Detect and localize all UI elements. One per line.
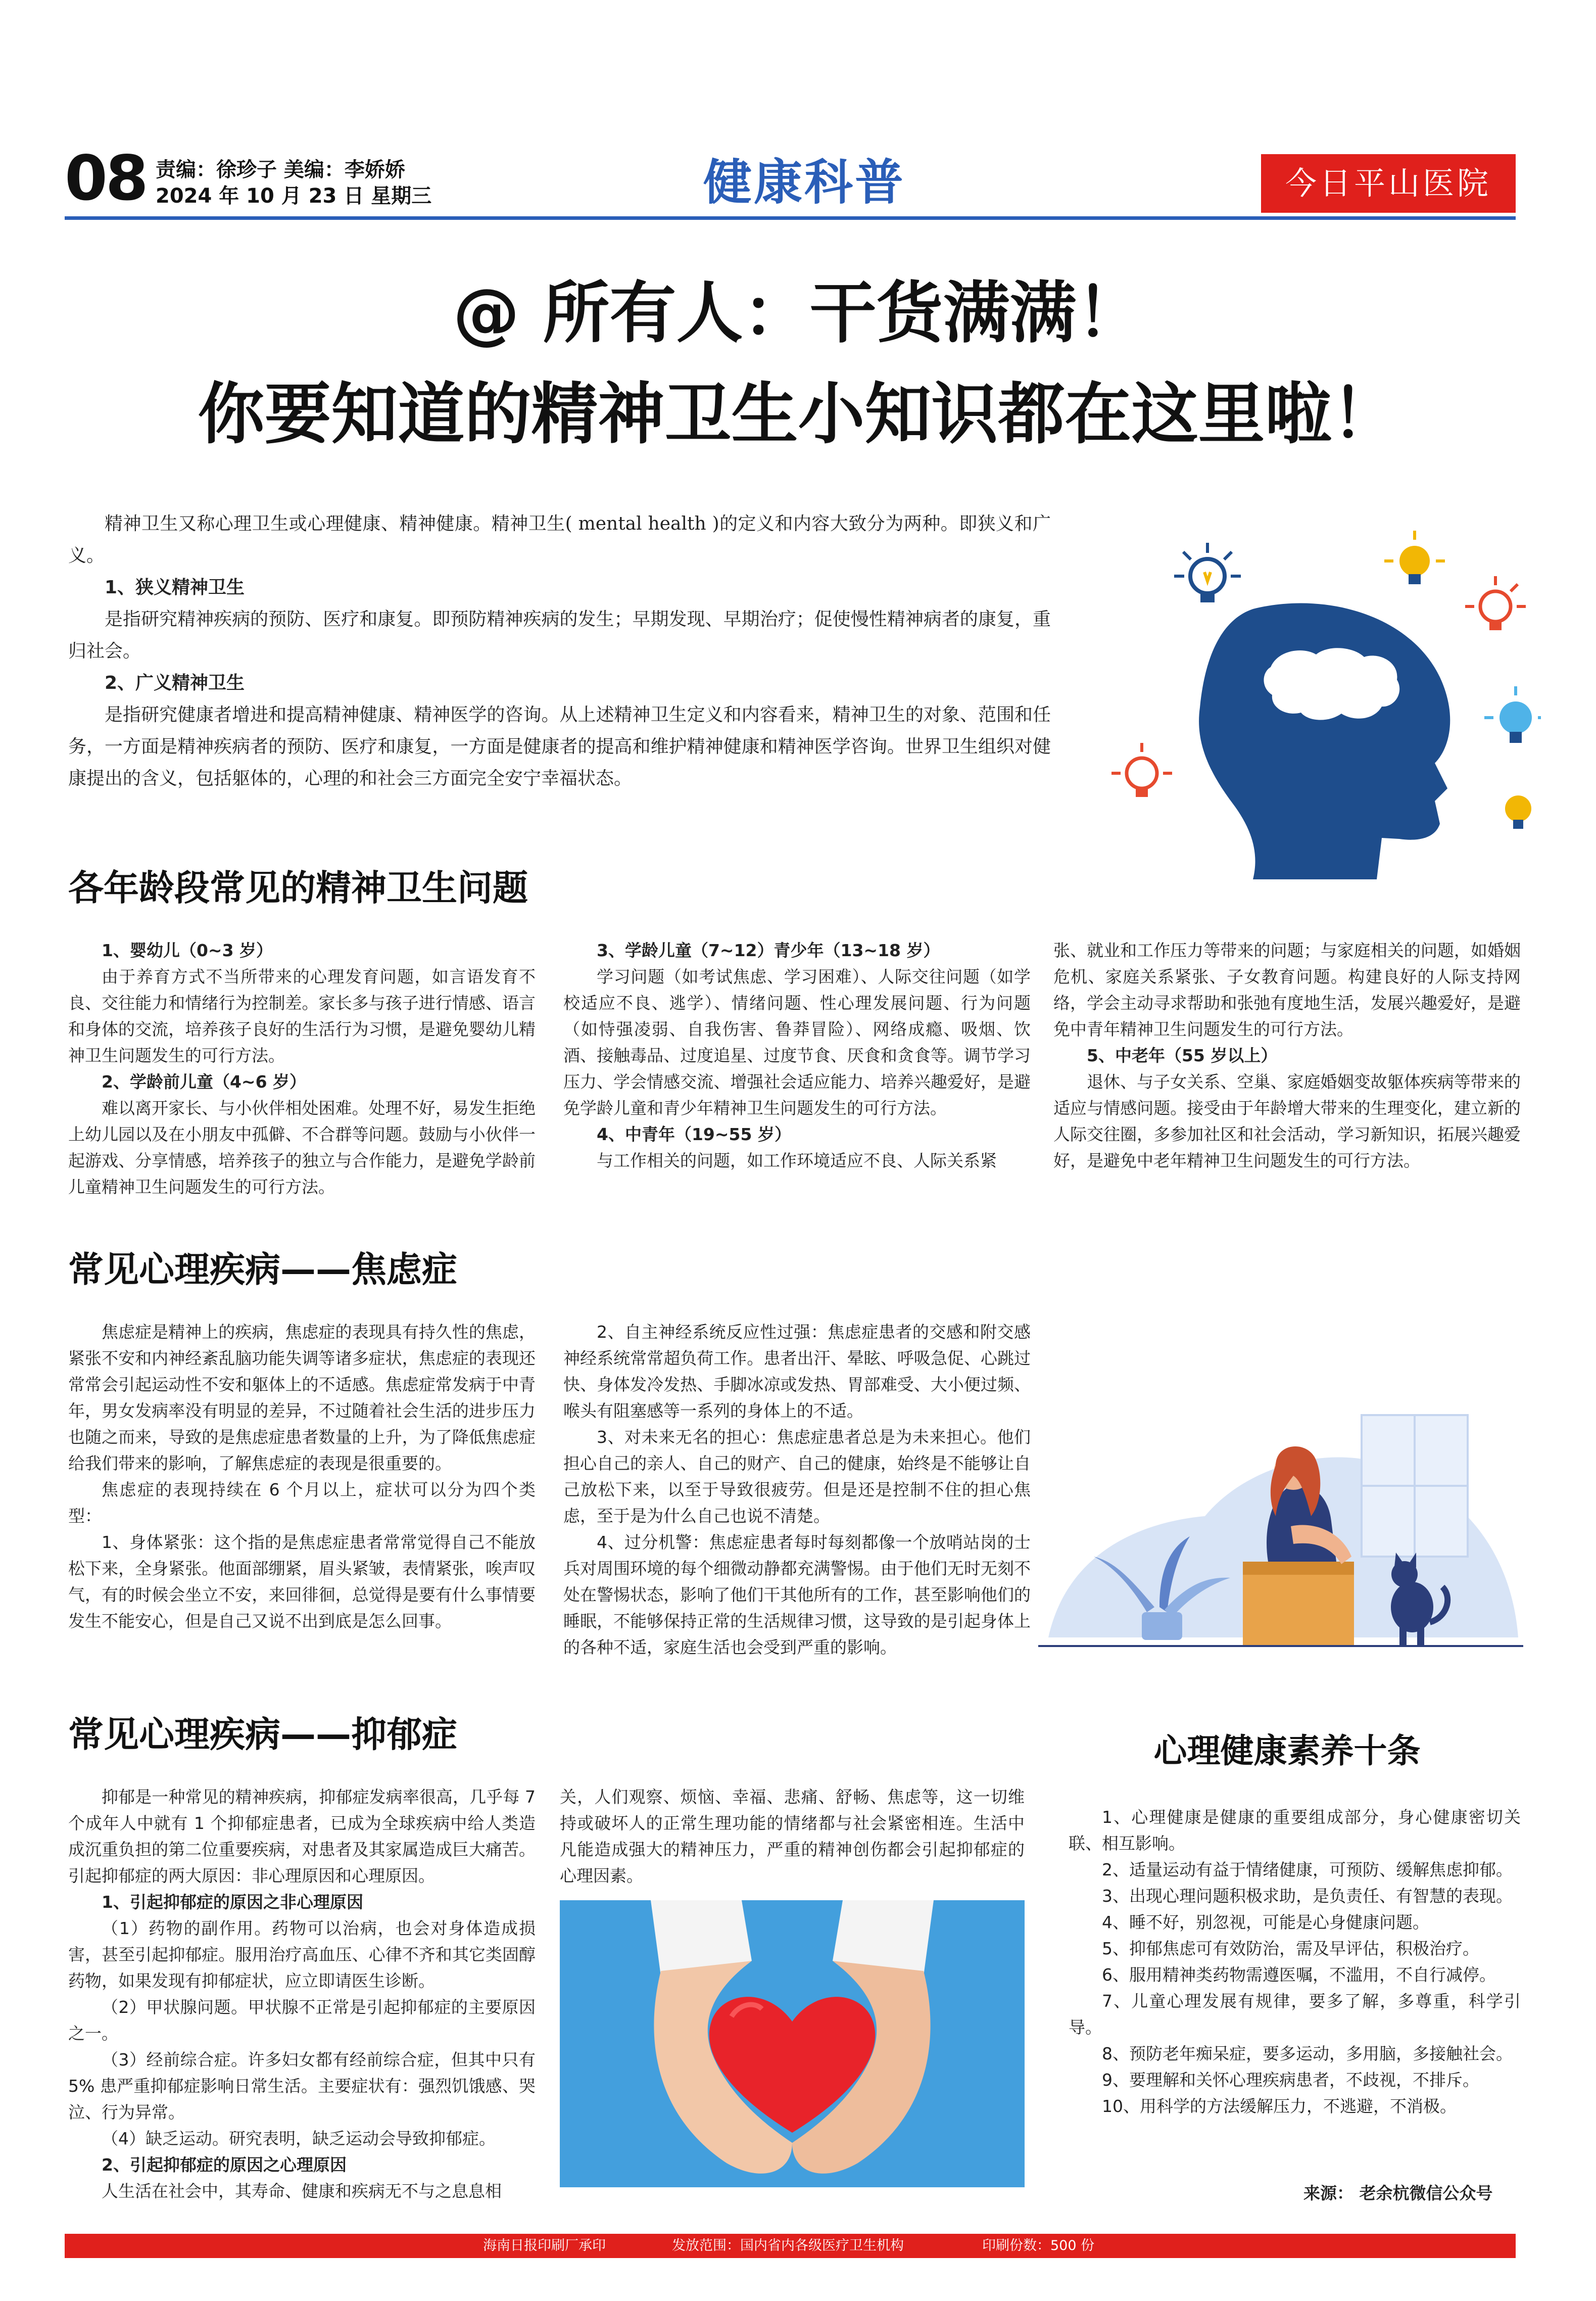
lightbulb-icon [1111,743,1172,797]
brain-icon [1264,648,1400,720]
header-rule [65,216,1516,220]
section-title: 健康科普 [703,154,905,211]
intro-paragraph: 精神卫生又称心理卫生或心理健康、精神健康。精神卫生( mental health )的定义和内容大致分为两种。即狭义和广义。 [68,513,1051,566]
headline-line-1: @ 所有人：干货满满！ [453,274,1143,352]
paragraph: （1）药物的副作用。药物可以治病，也会对身体造成损害，甚至引起抑郁症。服用治疗高血压、心律不齐和其它类固醇药物，如果发现有抑郁症状，应立即请医生诊断。 [68,1918,536,1991]
intro-paragraph: 是指研究健康者增进和提高精神健康、精神医学的咨询。从上述精神卫生定义和内容看来，精神卫生的对象、范围和任务，一方面是精神疾病者的预防、医疗和康复，一方面是健康者的提高和维护精神健康和精神医学咨询。世界卫生组织对健康提出的含义，包括躯体的，心理的和社会三方面完全安宁幸福状态。 [68,705,1051,789]
intro-subheading: 2、广义精神卫生 [105,673,245,693]
lightbulb-icon [1484,686,1541,743]
list-item: 9、要理解和关怀心理疾病患者，不歧视，不排斥。 [1102,2070,1479,2090]
paragraph: 退休、与子女关系、空巢、家庭婚姻变故躯体疾病等带来的适应与情感问题。接受由于年龄增大带来的生理变化，建立新的人际交往圈，多参加社区和社会活动，学习新知识，拓展兴趣爱好，是避免中老年精神卫生问题发生的可行方法。 [1053,1072,1521,1170]
age-column-3 [1053,937,1521,1174]
list-item: 4、睡不好，别忽视，可能是心身健康问题。 [1102,1912,1429,1932]
list-item: 5、抑郁焦虑可有效防治，需及早评估，积极治疗。 [1102,1939,1479,1958]
paragraph: 关，人们观察、烦恼、幸福、悲痛、舒畅、焦虑等，这一切维持或破坏人的正常生理功能的情绪都与社会紧密相连。生活中凡能造成强大的精神压力，严重的精神创伤都会引起抑郁症的心理因素。 [560,1787,1025,1886]
subheading: 1、引起抑郁症的原因之非心理原因 [102,1892,363,1912]
source-credit: 来源： 老余杭微信公众号 [1303,2183,1493,2203]
paragraph: 焦虑症是精神上的疾病，焦虑症的表现具有持久性的焦虑，紧张不安和内神经紊乱脑功能失调等诸多症状，焦虑症的表现还常常会引起运动性不安和躯体上的不适感。焦虑症常发病于中青年，男女发病率没有明显的差异，不过随着社会生活的进步压力也随之而来，导致的是焦虑症患者数量的上升，为了降低焦虑症给我们带来的影响，了解焦虑症的表现是很重要的。 [68,1322,536,1473]
head-lightbulb-illustration [1086,526,1541,879]
list-item: 2、适量运动有益于情绪健康，可预防、缓解焦虑抑郁。 [1102,1860,1513,1880]
head-silhouette [1199,603,1450,879]
paragraph: 2、自主神经系统反应性过强：焦虑症患者的交感和附交感神经系统常常超负荷工作。患者出汗、晕眩、呼吸急促、心跳过快、身体发冷发热、手脚冰凉或发热、胃部难受、大小便过频、喉头有阻塞感等一系列的身体上的不适。 [563,1322,1031,1421]
intro-subheading: 1、狭义精神卫生 [105,577,245,598]
intro-text [68,508,1051,794]
list-item: 1、心理健康是健康的重要组成部分，身心健康密切关联、相互影响。 [1069,1807,1521,1853]
intro-paragraph: 是指研究精神疾病的预防、医疗和康复。即预防精神疾病的发生；早期发现、早期治疗；促使慢性精神病者的康复，重归社会。 [68,609,1051,662]
headline-line-2: 你要知道的精神卫生小知识都在这里啦！ [198,375,1398,453]
anxiety-column-2 [563,1319,1031,1661]
anxiety-section-heading: 常见心理疾病——焦虑症 [68,1249,457,1290]
distribution-info: 发放范围：国内省内各级医疗卫生机构 [672,2238,904,2253]
masthead-credits [156,157,431,209]
paragraph: 4、过分机警：焦虑症患者每时每刻都像一个放哨站岗的士兵对周围环境的每个细微动静都充满警惕。由于他们无时无刻不处在警惕状态，影响了他们干其他所有的工作，甚至影响他们的睡眠，不能够保持正常的生活规律习惯，这导致的是引起身体上的各种不适，家庭生活也会受到严重的影响。 [563,1532,1031,1657]
lightbulb-icon [1465,576,1526,630]
subheading: 4、中青年（19~55 岁） [597,1124,791,1144]
paragraph: 难以离开家长、与小伙伴相处困难。处理不好，易发生拒绝上幼儿园以及在小朋友中孤僻、不合群等问题。鼓励与小伙伴一起游戏、分享情感，培养孩子的独立与合作能力，是避免学龄前儿童精神卫生问题发生的可行方法。 [68,1098,536,1197]
list-item: 10、用科学的方法缓解压力，不逃避，不消极。 [1102,2096,1457,2116]
date-line: 2024 年 10 月 23 日 星期三 [156,184,432,208]
lightbulb-icon [1174,543,1241,602]
paragraph: 张、就业和工作压力等带来的问题；与家庭相关的问题，如婚姻危机、家庭关系紧张、子女教育问题。构建良好的人际支持网络，学会主动寻求帮助和张弛有度地生活，发展兴趣爱好，是避免中青年精神卫生问题发生的可行方法。 [1053,941,1521,1039]
paragraph: 与工作相关的问题，如工作环境适应不良、人际关系紧 [597,1151,997,1170]
age-column-2 [563,937,1031,1174]
lightbulb-icon [1505,795,1531,829]
paragraph: 1、身体紧张：这个指的是焦虑症患者常常觉得自己不能放松下来，全身紧张。他面部绷紧，眉头紧皱，表情紧张，唉声叹气，有的时候会坐立不安，来回徘徊，总觉得是要有什么事情要发生不能安心，但是自己又说不出到底是怎么回事。 [68,1532,536,1631]
paragraph: 抑郁是一种常见的精神疾病，抑郁症发病率很高，几乎每 7 个成年人中就有 1 个抑郁症患者，已成为全球疾病中给人类造成沉重负担的第二位重要疾病，对患者及其家属造成巨大痛苦。引起抑郁症的两大原因：非心理原因和心理原因。 [68,1787,536,1886]
paragraph: （3）经前综合症。许多妇女都有经前综合症，但其中只有 5% 患严重抑郁症影响日常生活。主要症状有：强烈饥饿感、哭泣、行为异常。 [68,2050,536,2122]
paragraph: 由于养育方式不当所带来的心理发育问题，如言语发育不良、交往能力和情绪行为控制差。家长多与孩子进行情感、语言和身体的交流，培养孩子良好的生活行为习惯，是避免婴幼儿精神卫生问题发生的可行方法。 [68,967,536,1065]
depression-column-2 [560,1784,1025,1889]
depression-section-heading: 常见心理疾病——抑郁症 [68,1714,457,1755]
paragraph: （2）甲状腺问题。甲状腺不正常是引起抑郁症的主要原因之一。 [68,1997,536,2043]
anxious-girl-illustration [1038,1395,1523,1658]
paragraph: 学习问题（如考试焦虑、学习困难）、人际交往问题（如学校适应不良、逃学）、情绪问题、性心理发展问题、行为问题（如恃强凌弱、自我伤害、鲁莽冒险）、网络成瘾、吸烟、饮酒、接触毒品、过度追星、过度节食、厌食和贪食等。调节学习压力、学会情感交流、增强社会适应能力、培养兴趣爱好，是避免学龄儿童和青少年精神卫生问题发生的可行方法。 [563,967,1031,1118]
paragraph: 3、对未来无名的担心：焦虑症患者总是为未来担心。他们担心自己的亲人、自己的财产、自己的健康，始终是不能够让自己放松下来，以至于导致很疲劳。但是还是控制不住的担心焦虑，至于是为什么自己也说不清楚。 [563,1427,1031,1526]
paper-name-badge: 今日平山医院 [1261,154,1516,213]
paragraph: 焦虑症的表现持续在 6 个月以上，症状可以分为四个类型： [68,1480,536,1526]
list-item: 3、出现心理问题积极求助，是负责任、有智慧的表现。 [1102,1886,1513,1906]
subheading: 2、学龄前儿童（4~6 岁） [102,1072,307,1092]
paragraph: 人生活在社会中，其寿命、健康和疾病无不与之息息相 [102,2181,502,2201]
printer-info: 海南日报印刷厂承印 [483,2238,606,2253]
ten-items-heading: 心理健康素养十条 [1153,1731,1421,1770]
paragraph: （4）缺乏运动。研究表明，缺乏运动会导致抑郁症。 [102,2129,496,2148]
page-number: 08 [65,143,147,214]
footer-bar [65,2234,1516,2258]
list-item: 6、服用精神类药物需遵医嘱，不滥用，不自行减停。 [1102,1965,1496,1985]
age-section-heading: 各年龄段常见的精神卫生问题 [68,867,528,909]
subheading: 2、引起抑郁症的原因之心理原因 [102,2155,347,2175]
list-item: 8、预防老年痴呆症，要多运动，多用脑，多接触社会。 [1102,2044,1513,2063]
ten-items-list [1069,1804,1521,2120]
copies-info: 印刷份数：500 份 [982,2238,1095,2253]
editors-line: 责编：徐珍子 美编：李娇娇 [156,158,405,181]
age-column-1 [68,937,536,1200]
hands-heart-photo [560,1900,1025,2187]
anxiety-column-1 [68,1319,536,1634]
list-item: 7、儿童心理发展有规律，要多了解，多尊重，科学引导。 [1069,1991,1521,2037]
subheading: 5、中老年（55 岁以上） [1087,1046,1278,1065]
lightbulb-icon [1384,531,1445,584]
depression-column-1 [68,1784,536,2204]
subheading: 1、婴幼儿（0~3 岁） [102,941,273,960]
subheading: 3、学龄儿童（7~12）青少年（13~18 岁） [597,941,940,960]
